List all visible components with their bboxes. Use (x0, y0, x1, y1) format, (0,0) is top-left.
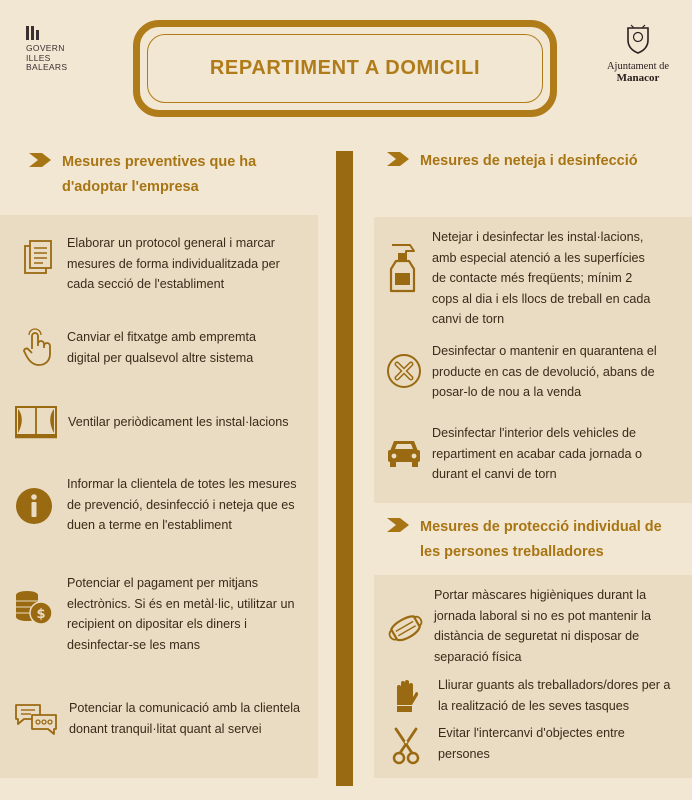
right-section2-heading (386, 515, 662, 565)
left-item-5-line4: desinfectar-se les mans (67, 637, 200, 652)
left-item-6-line1: Potenciar la comunicació amb la clientela (69, 701, 301, 715)
mask-icon (384, 607, 428, 651)
chevron-right-icon (386, 517, 410, 533)
svg-text:$: $ (36, 607, 46, 622)
right2-item-3-line1: Evitar l'intercanvi d'objectes entre (438, 726, 625, 740)
fingerprint-hand-icon (18, 327, 58, 367)
right1-item-2-line2: producte en cas de devolució, abans de (432, 364, 655, 379)
left-item-3 (14, 404, 289, 440)
crest-icon (625, 24, 651, 54)
left-heading-line2: d'adoptar l'empresa (62, 179, 199, 195)
spray-bottle-icon (386, 239, 422, 295)
ajuntament-line2: Manacor (616, 72, 660, 84)
right2-item-2 (392, 675, 670, 716)
left-item-2-line1: Canviar el fitxatge amb empremta (67, 330, 256, 344)
left-item-2 (18, 327, 256, 368)
ajuntament-line1: Ajuntament de (606, 61, 670, 72)
left-item-2-line2: digital per qualsevol altre sistema (67, 350, 254, 365)
left-item-5-line2: electrònics. Si és en metàl·lic, utilitzar un (67, 596, 295, 611)
right2-item-1-line4: separació física (434, 649, 522, 664)
right1-item-2-line3: posar-lo de nou a la venda (432, 385, 582, 399)
info-icon (14, 486, 54, 526)
govern-logo-line3: BALEARS (26, 62, 68, 72)
glove-icon (392, 675, 418, 713)
right2-item-1-line1: Portar màscares higièniques durant la (434, 588, 647, 602)
right2-item-1-line2: jornada laboral si no es pot mantenir la (434, 608, 652, 623)
right1-item-3 (386, 423, 642, 485)
title-inner-frame (147, 34, 543, 103)
govern-logo-line1: GOVERN (26, 43, 65, 53)
right2-item-1-line3: distància de seguretat ni disposar de (434, 629, 640, 643)
left-item-5-line3: recipient on dipositar els diners i (67, 617, 247, 631)
right1-item-1-line2: amb especial atenció a les superfícies (432, 250, 645, 265)
right1-item-1 (386, 227, 650, 330)
scissors-icon (390, 727, 422, 765)
govern-illes-balears-logo (26, 26, 96, 73)
right1-item-3-line1: Desinfectar l'interior dels vehicles de (432, 426, 636, 440)
right-heading2-line1: Mesures de protecció individual de (420, 519, 662, 535)
left-item-3-line1: Ventilar periòdicament les instal·lacions (68, 415, 289, 429)
car-icon (386, 437, 422, 469)
right1-item-1-line3: de contacte més freqüents; mínim 2 (432, 271, 633, 285)
right1-item-3-line3: durant el canvi de torn (432, 467, 557, 481)
chevron-right-icon (386, 151, 410, 167)
left-item-4-line2: de prevenció, desinfecció i neteja que es (67, 497, 295, 512)
center-divider (336, 151, 353, 786)
document-icon (18, 237, 58, 277)
left-item-4-line3: duen a terme en l'establiment (67, 518, 232, 532)
right2-item-1 (384, 585, 651, 667)
window-icon (14, 404, 58, 440)
right2-item-2-line1: Lliurar guants als treballadors/dores per a (438, 678, 671, 692)
left-item-4-line1: Informar la clientela de totes les mesures (67, 477, 297, 491)
coins-icon (14, 587, 54, 627)
right1-item-1-line4: cops al dia i els llocs de treball en cada (432, 291, 651, 306)
left-item-5 (14, 573, 294, 655)
right-section1-heading (386, 149, 638, 174)
chevron-right-icon (28, 152, 52, 168)
left-heading-line1: Mesures preventives que ha (62, 154, 257, 170)
left-item-1 (18, 233, 280, 295)
cross-circle-icon (386, 353, 422, 389)
right2-item-3 (390, 723, 625, 765)
ajuntament-manacor-logo (598, 24, 678, 84)
left-item-6-line2: donant tranquil·litat quant al servei (69, 721, 262, 736)
left-item-1-line1: Elaborar un protocol general i marcar (67, 236, 275, 250)
right1-item-1-line5: canvi de torn (432, 312, 505, 326)
right1-item-2-line1: Desinfectar o mantenir en quarantena el (432, 344, 657, 358)
govern-logo-mark-icon (26, 26, 96, 40)
right-heading2-line2: les persones treballadores (420, 544, 604, 560)
page-title: REPARTIMENT A DOMICILI (209, 57, 481, 79)
right1-item-1-line1: Netejar i desinfectar les instal·lacions, (432, 230, 644, 244)
left-item-5-line1: Potenciar el pagament per mitjans (67, 576, 259, 590)
right2-item-3-line2: persones (438, 746, 490, 761)
right1-item-2 (386, 341, 657, 403)
left-item-1-line3: cada secció de l'establiment (67, 277, 225, 291)
right-heading1: Mesures de neteja i desinfecció (420, 153, 638, 169)
chat-icon (14, 702, 58, 736)
govern-logo-line2: ILLES (26, 52, 51, 63)
left-item-6 (14, 698, 300, 739)
right1-item-3-line2: repartiment en acabar cada jornada o (432, 446, 643, 461)
left-item-4 (14, 474, 297, 536)
title-frame (133, 20, 557, 117)
left-item-1-line2: mesures de forma individualitzada per (67, 256, 280, 271)
right2-item-2-line2: la realització de les seves tasques (438, 698, 630, 713)
left-section-heading (28, 150, 256, 200)
